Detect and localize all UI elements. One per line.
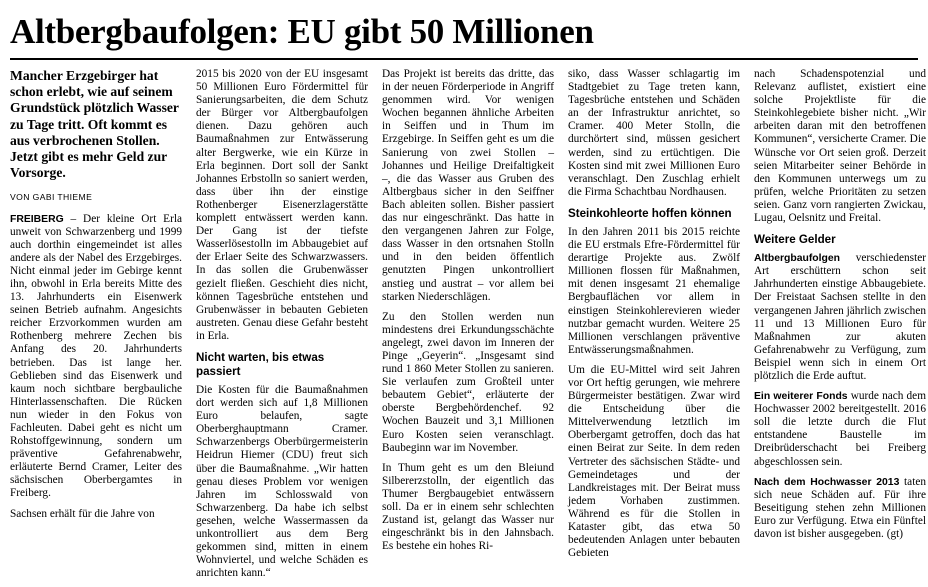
headline-divider xyxy=(10,58,918,60)
page-title: Altbergbaufolgen: EU gibt 50 Millionen xyxy=(10,12,594,51)
paragraph: Die Kosten für die Baumaßnahmen dort werden sich auf 1,8 Millionen Euro belaufen, sagte Oberberghauptmann Cramer. Schwarzenbergs Oberbürgermeisterin Heidrun Hiemer (CDU) freut sich über die Baumaßnahme. „Wir hatten genau dieses Problem vor wenigen Jahren im Schlosswald von Schwarzenberg. Da habe ich selbst gesehen, welche Wassermassen da unkontrolliert aus dem Berg gekommen sind, mitten in einem Wohnviertel, und welche Schäden es anrichten kann.“ xyxy=(196,383,368,580)
paragraph-text: taten sich neue Schäden auf. Für ihre Beseitigung stehen zehn Millionen Euro zur Verfügung. Etwa ein Fünftel davon ist bisher ausgegeben. (gt) xyxy=(754,475,926,540)
paragraph-text: verschiedenster Art erschüttern schon seit Jahrhunderten einstige Abbaugebiete. Der Freistaat Sachsen stellte in den vergangenen Jahren jährlich zwischen 11 und 13 Millionen Euro für Maßnahmen zur akuten Gefahrenabwehr zu Verfügung, zum Beispiel wenn sich in einem Ort plötzlich die Erde auftut. xyxy=(754,252,926,382)
paragraph: In Thum geht es um den Bleiund Silbererzstolln, der eigentlich das Thumer Bergbaugebiet entwässern soll. Da er in einem sehr schlechten Zustand ist, gelangt das Wasser nur eingeschränkt bis in den Jahnsbach. Es bestehe ein hohes Ri- xyxy=(382,461,554,553)
article-column-5 xyxy=(754,68,926,548)
paragraph: nach Schadenspotenzial und Relevanz auflistet, existiert eine solche Projektliste für die Steinkohlegebiete bisher nicht. „Wir arbeiten daran mit den betroffenen Kommunen“, versicherte Cramer. Die Wünsche vor Ort seien groß. Derzeit seien Mitarbeiter seiner Behörde in den Kommunen unterwegs um zu prüfen, welche Prioritäten zu setzen seien. Ganz vorn rangierten Zwickau, Lugau, Oelsnitz und Freital. xyxy=(754,68,926,225)
section-subhead: Nicht warten, bis etwas passiert xyxy=(196,350,325,378)
sidebar-subhead: Weitere Gelder xyxy=(754,233,836,247)
paragraph: siko, dass Wasser schlagartig im Stadtgebiet zu Tage treten kann, Tagesbrüche entstehen und Schäden an der Infrastruktur anrichtet, so Cramer. 400 Meter Stolln, die durchörtert sind, müssen gesichert werden, sind zu ertüchtigen. Die Kosten sind mit zwei Millionen Euro veranschlagt. Den Zuschlag erhielt die Firma Schachtbau Nordhausen. xyxy=(568,68,740,198)
paragraph xyxy=(754,252,926,383)
paragraph: 2015 bis 2020 von der EU insgesamt 50 Millionen Euro Fördermittel für Sanierungsarbeiten, die dem Schutz der Bürger vor Altbergbaufolgen dienen. Dazu gehören auch Baumaßnahmen zur Entwässerung alter Bergwerke, wie ein Kürze in Erla beginnen. Dort soll der Sankt Johannes Erbstolln so saniert werden, dass über ihn der einstige Rothenberger Eisenerzlagerstätte komplett entwässert werden kann. Der Gang ist der tiefste Wasserlösestolln im Abbaugebiet auf der Erlaer Seite des Schwarzwassers. In das sollen die Grubenwässer gezielt fließen. Geschieht dies nicht, können Tagesbrüche entstehen und Grubenwässer in bebauten Gebieten austreten. Genau diese Gefahr besteht in Erla. xyxy=(196,68,368,342)
paragraph-text: wurde nach dem Hochwasser 2002 bereitgestellt. 2016 soll die letzte durch die Flut entstandene Baustelle im Dreibrüderschacht bei Freiberg abgeschlossen sein. xyxy=(754,390,926,468)
paragraph-runin: FREIBERG xyxy=(10,213,64,225)
paragraph: Sachsen erhält für die Jahre von xyxy=(10,507,155,520)
paragraph xyxy=(10,213,182,501)
article-lead: Mancher Erzgebirger hat schon erlebt, wie auf seinem Grundstück plötzlich Wasser zu Tage tritt. Oft kommt es aus verbrochenen Stollen. Jetzt gibt es mehr Geld zur Vorsorge. xyxy=(10,68,179,181)
paragraph: In den Jahren 2011 bis 2015 reichte die EU erstmals Efre-Fördermittel für derartige Projekte aus. Zwölf Millionen flossen für Maßnahmen, mit denen insgesamt 21 ehemalige Bergbauflächen vor allem in einstigen Steinkohlerevieren wieder nutzbar gemacht wurden. Weitere 25 Millionen verschlangen präventive Entwässerungsmaßnahmen. xyxy=(568,225,740,356)
paragraph-runin: Ein weiterer Fonds xyxy=(754,391,848,403)
paragraph: Zu den Stollen werden nun mindestens drei Erkundungsschächte angelegt, zwei davon im Inneren der Pinge „Geyerin“. „Insgesamt sind rund 1 860 Meter Stollen zu sanieren. Sie verlaufen zum Großteil unter bebautem Gebiet“, erläuterte der oberste Bergbehördenchef. 92 Wochen Bauzeit und 3,1 Millionen Euro Kosten seien veranschlagt. Baubeginn war im November. xyxy=(382,310,554,454)
section-subhead: Steinkohleorte hoffen können xyxy=(568,206,732,220)
paragraph-runin: Altbergbaufolgen xyxy=(754,253,841,265)
paragraph: Das Projekt ist bereits das dritte, das in der neuen Förderperiode in Angriff genommen wird. Vor wenigen Wochen begannen ähnliche Arbeiten in Seiffen und in Thum im Erzgebirge. In Seiffen geht es um die Sanierung von zwei Stollen – Johannes und Heilige Dreifaltigkeit –, die das Wasser aus Gruben des Altbergbaus sicher in den Seiffner Bach ableiten sollen. Bisher passiert das nur eingeschränkt. Das hatte in den vergangenen Jahren zur Folge, dass Wasser in den ortsnahen Stolln und in den beiden öffentlich genutzten Pingen unkontrolliert anstieg und austrat – vor allem bei starken Niederschlägen. xyxy=(382,68,554,303)
paragraph: Um die EU-Mittel wird seit Jahren vor Ort heftig gerungen, wie mehrere Bürgermeister bestätigen. Zwar wird die Entscheidung über die Mittelverwendung letztlich im Oberbergamt getroffen, doch das hat einen Beirat zur Seite. In dem reden Vertreter des sächsischen Städte- und Gemeindetages und der Landkreistages mit. Der Beirat muss jedem Vorhaben zustimmen. Während es für die Stollen in Kataster gibt, das etwa 50 bedeutenden Anlagen unter bebauten Gebieten xyxy=(568,363,740,560)
paragraph xyxy=(754,476,926,541)
article-byline: VON GABI THIEME xyxy=(10,192,93,203)
paragraph-runin: Nach dem Hochwasser 2013 xyxy=(754,476,900,488)
paragraph-text: – Der kleine Ort Erla unweit von Schwarzenberg und 1999 auch dorthin eingemeindet ist alles andere als der Nabel des Erzgebirges. Nicht einmal jeder im Gebirge kennt ihn, obwohl in Erla bereits Mitte des 13. Jahrhunderts ein Eisenwerk seinen Betrieb aufnahm. Angesichts reicher Erzvorkommen wurden am Rothenberg mehrere Zechen bis Anfang des 20. Jahrhunderts betrieben. Das ist lange her. Geblieben sind das Eisenwerk und kaum noch sichtbare bergbauliche Hinterlassenschaften. Die Rücken nun wieder in den Fokus von Fachleuten. Dabei geht es nicht um Rohstoffgewinnung, sondern um präventive Gefahrenabwehr, erläuterte Bernd Cramer, Leiter des sächsischen Oberbergamtes in Freiberg. xyxy=(10,212,182,500)
article-column-3 xyxy=(382,68,554,560)
article-column-4 xyxy=(568,68,740,567)
article-columns xyxy=(10,68,926,587)
article-column-1 xyxy=(10,68,182,528)
paragraph xyxy=(754,390,926,469)
article-column-2 xyxy=(196,68,368,587)
